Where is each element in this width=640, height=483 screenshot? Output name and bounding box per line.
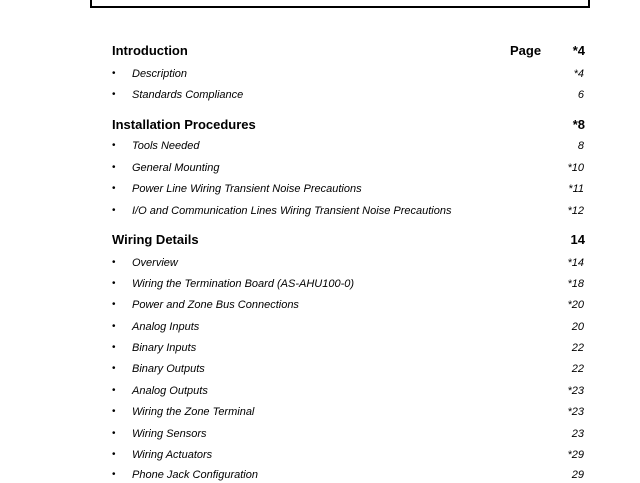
bullet-icon: • xyxy=(112,385,116,396)
toc-entry-page: 29 xyxy=(571,469,584,481)
section-page-number: *4 xyxy=(572,43,585,58)
toc-entry-label: Power and Zone Bus Connections xyxy=(132,299,299,311)
toc-entry[interactable] xyxy=(112,426,584,442)
toc-entry[interactable] xyxy=(112,160,584,176)
section-title: Wiring Details xyxy=(112,232,199,247)
section-page-number: 14 xyxy=(570,232,585,247)
toc-entry-page: *20 xyxy=(567,299,584,311)
bullet-icon: • xyxy=(112,406,116,417)
toc-entry-label: Wiring the Zone Terminal xyxy=(132,406,255,418)
toc-entry-page: 20 xyxy=(571,321,584,333)
toc-entry-page: *29 xyxy=(567,449,584,461)
toc-entry-label: I/O and Communication Lines Wiring Transient Noise Precautions xyxy=(132,205,452,217)
bullet-icon: • xyxy=(112,205,116,216)
toc-entry-label: Analog Inputs xyxy=(132,321,200,333)
toc-entry[interactable] xyxy=(112,297,584,313)
toc-entry-label: Wiring Sensors xyxy=(132,428,207,440)
toc-entry-page: *18 xyxy=(567,278,584,290)
toc-entry-label: Overview xyxy=(132,257,178,269)
bullet-icon: • xyxy=(112,257,116,268)
toc-entry-page: *10 xyxy=(567,162,584,174)
toc-entry-label: Analog Outputs xyxy=(132,385,208,397)
toc-entry[interactable] xyxy=(112,66,584,82)
toc-entry[interactable] xyxy=(112,319,584,335)
toc-entry-page: 23 xyxy=(571,428,584,440)
toc-entry[interactable] xyxy=(112,340,584,356)
bullet-icon: • xyxy=(112,68,116,79)
toc-entry-label: General Mounting xyxy=(132,162,220,174)
bullet-icon: • xyxy=(112,342,116,353)
toc-entry-page: *12 xyxy=(567,205,584,217)
bullet-icon: • xyxy=(112,428,116,439)
bullet-icon: • xyxy=(112,321,116,332)
toc-entry[interactable] xyxy=(112,203,584,219)
toc-entry-page: *11 xyxy=(568,183,584,195)
toc-entry-page: *4 xyxy=(573,68,584,80)
bullet-icon: • xyxy=(112,162,116,173)
bullet-icon: • xyxy=(112,183,116,194)
toc-entry-page: 8 xyxy=(577,140,584,152)
bullet-icon: • xyxy=(112,89,116,100)
page-column-label: Page xyxy=(510,43,542,58)
toc-entry[interactable] xyxy=(112,404,584,420)
toc-entry-page: *23 xyxy=(567,385,584,397)
toc-entry[interactable] xyxy=(112,276,584,292)
toc-entry[interactable] xyxy=(112,181,584,197)
toc-entry[interactable] xyxy=(112,255,584,271)
toc-entry-label: Binary Inputs xyxy=(132,342,197,354)
toc-entry[interactable] xyxy=(112,361,584,377)
toc-entry-label: Power Line Wiring Transient Noise Precautions xyxy=(132,183,362,195)
toc-section-wiring-details[interactable] xyxy=(112,231,585,249)
bullet-icon: • xyxy=(112,299,116,310)
toc-entry-label: Binary Outputs xyxy=(132,363,205,375)
toc-section-installation[interactable] xyxy=(112,116,585,134)
toc-entry[interactable] xyxy=(112,138,584,154)
toc-entry[interactable] xyxy=(112,447,584,463)
toc-entry-page: 22 xyxy=(571,363,584,375)
toc-section-introduction[interactable] xyxy=(112,42,585,60)
toc-entry-label: Tools Needed xyxy=(132,140,200,152)
toc-entry-page: *14 xyxy=(567,257,584,269)
toc-entry-label: Wiring the Termination Board (AS-AHU100-0) xyxy=(132,278,355,290)
section-title: Installation Procedures xyxy=(112,117,256,132)
bullet-icon: • xyxy=(112,469,116,480)
section-title: Introduction xyxy=(112,43,188,58)
toc-entry[interactable] xyxy=(112,87,584,103)
toc-entry-page: 6 xyxy=(577,89,584,101)
toc-entry[interactable] xyxy=(112,467,584,483)
bullet-icon: • xyxy=(112,140,116,151)
section-page-number: *8 xyxy=(572,117,585,132)
bullet-icon: • xyxy=(112,278,116,289)
toc-entry-label: Wiring Actuators xyxy=(132,449,213,461)
toc-entry-page: 22 xyxy=(571,342,584,354)
bullet-icon: • xyxy=(112,449,116,460)
bullet-icon: • xyxy=(112,363,116,374)
toc-entry-label: Phone Jack Configuration xyxy=(132,469,258,481)
toc-entry-label: Description xyxy=(132,68,188,80)
toc-entry[interactable] xyxy=(112,383,584,399)
toc-entry-page: *23 xyxy=(567,406,584,418)
toc-entry-label: Standards Compliance xyxy=(132,89,244,101)
